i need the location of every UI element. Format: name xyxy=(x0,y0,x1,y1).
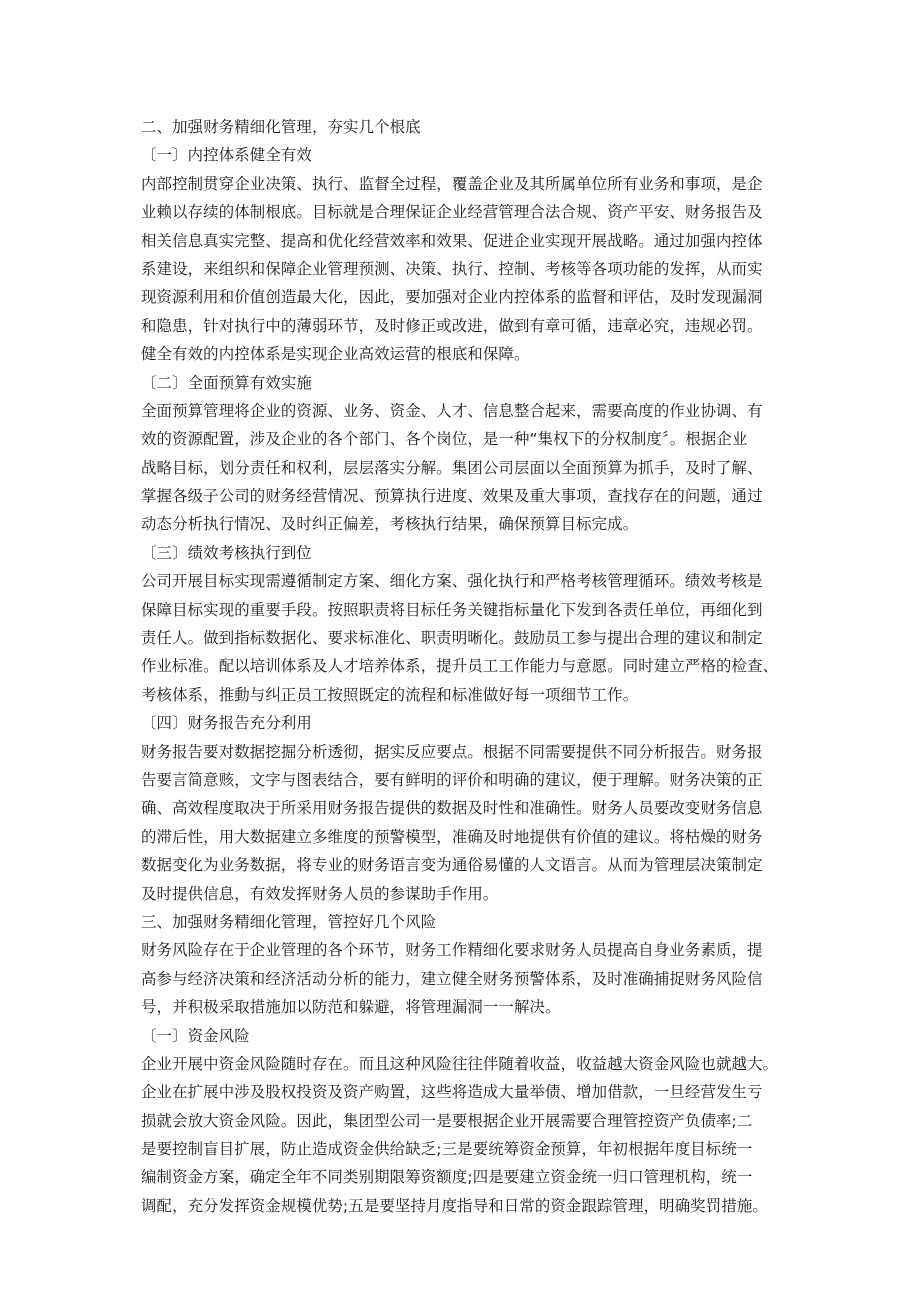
subsection-heading xyxy=(141,709,801,737)
paragraph-line: 企业开展中资金风险随时存在。而且这种风险往往伴随着收益，收益越大资金风险也就越大。 xyxy=(141,1054,779,1073)
heading-text: 〔二〕全面预算有效实施 xyxy=(141,373,312,392)
paragraph-line: 财务风险存在于企业管理的各个环节，财务工作精细化要求财务人员提高自身业务素质，提 xyxy=(141,941,763,960)
paragraph-line: 号，并积极采取措施加以防范和躲避，将管理漏洞一一解决。 xyxy=(141,998,561,1017)
paragraph-line: 损就会放大资金风险。因此，集团型公司一是要根据企业开展需要合理管控资产负债率;二 xyxy=(141,1111,753,1130)
paragraph-line: 作业标准。配以培训体系及人才培养体系，提升员工工作能力与意愿。同时建立严格的检查、 xyxy=(141,657,779,676)
paragraph xyxy=(141,1050,801,1220)
paragraph-line: 现资源利用和价值创造最大化，因此，要加强对企业内控体系的监督和评估，及时发现漏洞 xyxy=(141,288,763,307)
paragraph-line: 编制资金方案，确定全年不同类别期限筹资额度;四是要建立资金统一归口管理机构，统一 xyxy=(141,1168,753,1187)
section-heading xyxy=(141,113,801,141)
paragraph xyxy=(141,936,801,1021)
paragraph-line: 责任人。做到指标数据化、要求标准化、职责明晰化。鼓励员工参与提出合理的建议和制定 xyxy=(141,629,763,648)
paragraph-line: 健全有效的内控体系是实现企业高效运营的根底和保障。 xyxy=(141,345,530,364)
paragraph-line: 的滞后性，用大数据建立多维度的预警模型，准确及时地提供有价值的建议。将枯燥的财务 xyxy=(141,827,763,846)
subsection-heading xyxy=(141,539,801,567)
paragraph xyxy=(141,738,801,908)
paragraph-line: 和隐患，针对执行中的薄弱环节，及时修正或改进，做到有章可循，违章必究，违规必罚。 xyxy=(141,316,763,335)
paragraph-line: 掌握各级子公司的财务经营情况、预算执行进度、效果及重大事项，查找存在的问题，通过 xyxy=(141,487,763,506)
paragraph-line: 企业在扩展中涉及股权投资及资产购置，这些将造成大量举债、增加借款，一旦经营发生亏 xyxy=(141,1083,763,1102)
document-body xyxy=(141,113,801,1220)
paragraph-line: 内部控制贯穿企业决策、执行、监督全过程，覆盖企业及其所属单位所有业务和事项，是企 xyxy=(141,174,763,193)
paragraph-line: 动态分析执行情况、及时纠正偏差，考核执行结果，确保预算目标完成。 xyxy=(141,515,639,534)
paragraph-line: 效的资源配置，涉及企业的各个部门、各个岗位，是一种“集权下的分权制度〞。根据企业 xyxy=(141,430,748,449)
paragraph xyxy=(141,397,801,539)
paragraph-line: 告要言简意赅，文字与图表结合，要有鲜明的评价和明确的建议，便于理解。财务决策的正 xyxy=(141,770,763,789)
heading-text: 二、加强财务精细化管理，夯实几个根底 xyxy=(141,118,421,136)
paragraph xyxy=(141,170,801,369)
paragraph-line: 保障目标实现的重要手段。按照职责将目标任务关键指标量化下发到各责任单位，再细化到 xyxy=(141,600,763,619)
paragraph-line: 高参与经济决策和经济活动分析的能力，建立健全财务预警体系，及时准确捕捉财务风险信 xyxy=(141,969,763,988)
paragraph-line: 业赖以存续的体制根底。目标就是合理保证企业经营管理合法合规、资产平安、财务报告及 xyxy=(141,203,763,222)
paragraph-line: 系建设，来组织和保障企业管理预测、决策、执行、控制、考核等各项功能的发挥，从而实 xyxy=(141,259,763,278)
paragraph-line: 及时提供信息，有效发挥财务人员的参谋助手作用。 xyxy=(141,884,499,903)
paragraph-line: 相关信息真实完整、提高和优化经营效率和效果、促进企业实现开展战略。通过加强内控体 xyxy=(141,231,763,250)
paragraph-line: 数据变化为业务数据，将专业的财务语言变为通俗易懂的人文语言。从而为管理层决策制定 xyxy=(141,856,763,875)
paragraph-line: 战略目标，划分责任和权利，层层落实分解。集团公司层面以全面预算为抓手，及时了解、 xyxy=(141,458,763,477)
subsection-heading xyxy=(141,369,801,397)
section-heading xyxy=(141,908,801,936)
subsection-heading xyxy=(141,1022,801,1050)
heading-text: 〔一〕内控体系健全有效 xyxy=(141,146,312,165)
paragraph xyxy=(141,567,801,709)
paragraph-line: 公司开展目标实现需遵循制定方案、细化方案、强化执行和严格考核管理循环。绩效考核是 xyxy=(141,572,763,591)
subsection-heading xyxy=(141,141,801,169)
heading-text: 〔三〕绩效考核执行到位 xyxy=(141,543,312,562)
paragraph-line: 调配，充分发挥资金规模优势;五是要坚持月度指导和日常的资金跟踪管理，明确奖罚措施。 xyxy=(141,1196,768,1215)
paragraph-line: 是要控制盲目扩展，防止造成资金供给缺乏;三是要统筹资金预算，年初根据年度目标统一 xyxy=(141,1140,753,1159)
paragraph-line: 财务报告要对数据挖掘分析透彻，据实反应要点。根据不同需要提供不同分析报告。财务报 xyxy=(141,742,763,761)
paragraph-line: 考核体系，推動与纠正员工按照既定的流程和标准做好每一项细节工作。 xyxy=(141,685,639,704)
paragraph-line: 确、高效程度取决于所采用财务报告提供的数据及时性和准确性。财务人员要改变财务信息 xyxy=(141,799,763,818)
paragraph-line: 全面预算管理将企业的资源、业务、资金、人才、信息整合起来，需要高度的作业协调、有 xyxy=(141,401,763,420)
heading-text: 三、加强财务精细化管理，管控好几个风险 xyxy=(141,912,437,931)
heading-text: 〔一〕资金风险 xyxy=(141,1026,250,1045)
heading-text: 〔四〕财务报告充分利用 xyxy=(141,714,312,733)
